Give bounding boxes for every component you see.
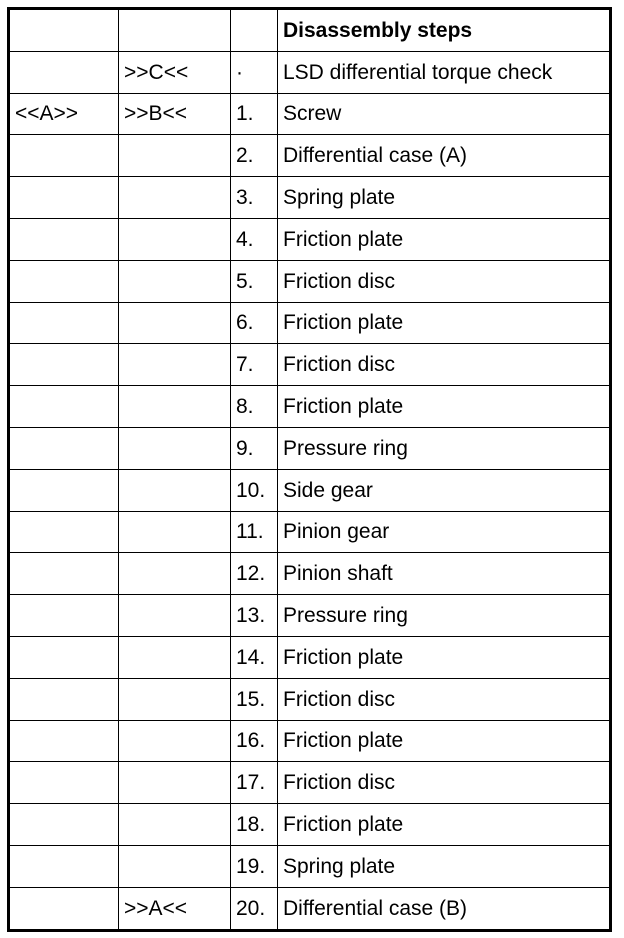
marker-b-cell [119,804,231,846]
table-body [9,9,611,931]
step-number-cell: 7. [231,344,278,386]
table-row [9,135,611,177]
table-row [9,469,611,511]
marker-b-cell [119,386,231,428]
marker-a-cell [9,720,119,762]
table-row [9,177,611,219]
step-description-cell: Friction plate [278,804,611,846]
table-row [9,720,611,762]
step-number-cell: 15. [231,678,278,720]
step-description-cell: Side gear [278,469,611,511]
marker-a-cell [9,344,119,386]
step-description-cell: Spring plate [278,177,611,219]
marker-a-cell [9,427,119,469]
marker-b-cell [119,636,231,678]
header-title: Disassembly steps [278,9,611,52]
header-row [9,9,611,52]
marker-a-cell [9,177,119,219]
table-row [9,678,611,720]
marker-b-cell [119,511,231,553]
marker-a-cell [9,595,119,637]
step-description-cell: Pressure ring [278,427,611,469]
step-number-cell: 5. [231,260,278,302]
step-number-cell: 18. [231,804,278,846]
step-description-cell: Friction disc [278,678,611,720]
marker-a-cell [9,804,119,846]
marker-b-cell [119,553,231,595]
table-row [9,386,611,428]
step-number-cell: 8. [231,386,278,428]
marker-b-cell [119,218,231,260]
table-row [9,887,611,930]
table-row [9,845,611,887]
step-description-cell: Differential case (B) [278,887,611,930]
step-description-cell: Friction disc [278,260,611,302]
step-description-cell: Friction plate [278,636,611,678]
marker-a-cell [9,135,119,177]
table-row [9,636,611,678]
marker-b-cell [119,678,231,720]
marker-b-cell: >>C<< [119,51,231,93]
marker-a-cell [9,218,119,260]
marker-b-cell [119,469,231,511]
step-number-cell: 17. [231,762,278,804]
step-description-cell: Friction disc [278,762,611,804]
step-description-cell: Pinion shaft [278,553,611,595]
step-number-cell: 11. [231,511,278,553]
table-row [9,804,611,846]
marker-b-cell [119,260,231,302]
marker-b-cell [119,762,231,804]
marker-a-cell [9,762,119,804]
marker-a-cell [9,302,119,344]
table-row [9,344,611,386]
table-row [9,762,611,804]
marker-b-cell [119,344,231,386]
step-number-cell: · [231,51,278,93]
marker-a-cell [9,678,119,720]
step-description-cell: Screw [278,93,611,135]
step-description-cell: Friction plate [278,302,611,344]
table-row [9,218,611,260]
step-description-cell: Pressure ring [278,595,611,637]
step-number-cell: 4. [231,218,278,260]
step-description-cell: Pinion gear [278,511,611,553]
marker-b-cell [119,845,231,887]
step-description-cell: Friction plate [278,720,611,762]
marker-b-cell [119,427,231,469]
step-number-cell: 6. [231,302,278,344]
marker-b-cell [119,302,231,344]
step-number-cell: 20. [231,887,278,930]
step-number-cell: 1. [231,93,278,135]
marker-a-cell [9,553,119,595]
header-cell-b [119,9,231,52]
marker-a-cell: <<A>> [9,93,119,135]
marker-a-cell [9,260,119,302]
step-number-cell: 12. [231,553,278,595]
step-number-cell: 10. [231,469,278,511]
step-number-cell: 14. [231,636,278,678]
table-row [9,260,611,302]
marker-a-cell [9,845,119,887]
step-description-cell: Friction plate [278,386,611,428]
table-row [9,93,611,135]
marker-b-cell [119,177,231,219]
step-number-cell: 3. [231,177,278,219]
marker-b-cell [119,595,231,637]
table-row [9,553,611,595]
table-row [9,511,611,553]
marker-b-cell [119,135,231,177]
marker-b-cell: >>B<< [119,93,231,135]
marker-a-cell [9,887,119,930]
marker-a-cell [9,511,119,553]
step-description-cell: Friction plate [278,218,611,260]
marker-b-cell [119,720,231,762]
step-number-cell: 13. [231,595,278,637]
table-row [9,595,611,637]
marker-b-cell: >>A<< [119,887,231,930]
header-cell-a [9,9,119,52]
marker-a-cell [9,386,119,428]
marker-a-cell [9,51,119,93]
step-description-cell: LSD differential torque check [278,51,611,93]
step-description-cell: Differential case (A) [278,135,611,177]
table-row [9,302,611,344]
step-description-cell: Friction disc [278,344,611,386]
table-row [9,51,611,93]
step-number-cell: 2. [231,135,278,177]
step-description-cell: Spring plate [278,845,611,887]
step-number-cell: 19. [231,845,278,887]
marker-a-cell [9,469,119,511]
step-number-cell: 16. [231,720,278,762]
step-number-cell: 9. [231,427,278,469]
disassembly-steps-table [7,7,612,932]
marker-a-cell [9,636,119,678]
header-cell-step [231,9,278,52]
table-row [9,427,611,469]
